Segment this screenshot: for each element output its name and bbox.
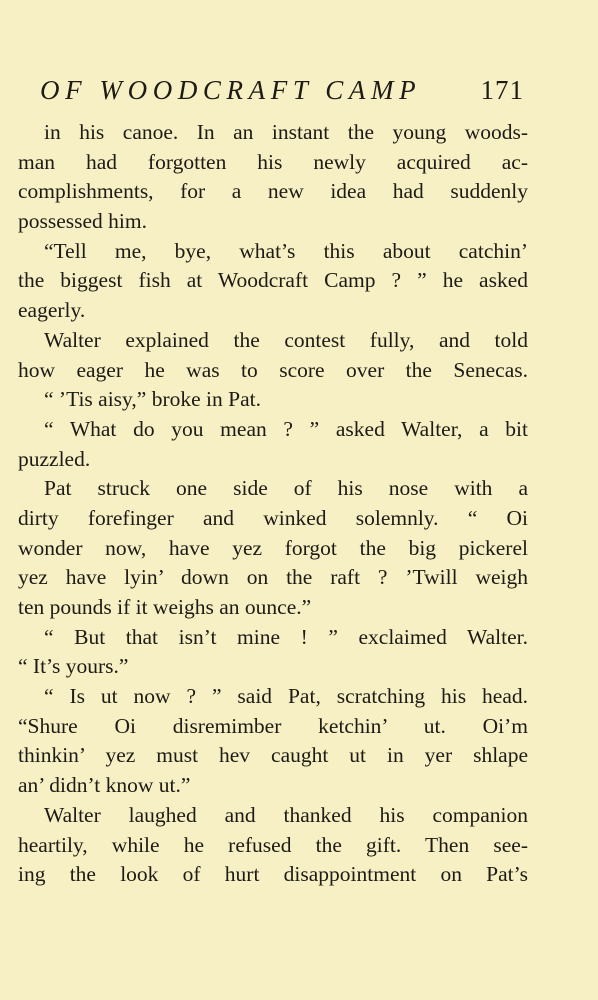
text-line: possessed him. [18, 209, 147, 234]
page-number: 171 [480, 75, 524, 105]
paragraph-first-line: Pat struck one side of his nose with a [44, 476, 528, 501]
text-line: puzzled. [18, 446, 91, 471]
text-line: wonder now, have yez forgot the big pickerel [18, 535, 528, 560]
paragraph-first-line: “ Is ut now ? ” said Pat, scratching his head. [44, 684, 528, 709]
text-line: how eager he was to score over the Senecas. [18, 357, 528, 382]
paragraph-first-line: “Tell me, bye, what’s this about catchin’ [44, 238, 528, 263]
paragraph-first-line: Walter laughed and thanked his companion [44, 802, 528, 827]
text-line: the biggest fish at Woodcraft Camp ? ” he asked [18, 268, 528, 293]
text-line: heartily, while he refused the gift. Then see- [18, 832, 528, 857]
text-line: “ It’s yours.” [18, 654, 129, 679]
running-title: OF WOODCRAFT CAMP [40, 75, 422, 105]
text-line: man had forgotten his newly acquired ac- [18, 149, 528, 174]
paragraph-first-line: “ ’Tis aisy,” broke in Pat. [44, 387, 261, 412]
text-line: complishments, for a new idea had suddenly [18, 179, 528, 204]
paragraph-first-line: “ What do you mean ? ” asked Walter, a bit [44, 416, 528, 441]
text-line: ing the look of hurt disappointment on Pat’s [18, 862, 528, 887]
text-line: an’ didn’t know ut.” [18, 773, 191, 798]
text-line: “Shure Oi disremimber ketchin’ ut. Oi’m [18, 713, 528, 738]
running-head [40, 70, 530, 110]
text-line: thinkin’ yez must hev caught ut in yer shlape [18, 743, 528, 768]
paragraph-first-line: in his canoe. In an instant the young woods- [44, 120, 528, 144]
text-line: ten pounds if it weighs an ounce.” [18, 595, 312, 619]
text-line: eagerly. [18, 298, 86, 323]
text-line: yez have lyin’ down on the raft ? ’Twill weigh [18, 565, 528, 590]
body-text [18, 118, 528, 890]
paragraph-first-line: “ But that isn’t mine ! ” exclaimed Walter. [44, 624, 528, 649]
text-line: dirty forefinger and winked solemnly. “ Oi [18, 505, 528, 530]
paragraph-first-line: Walter explained the contest fully, and told [44, 327, 528, 352]
